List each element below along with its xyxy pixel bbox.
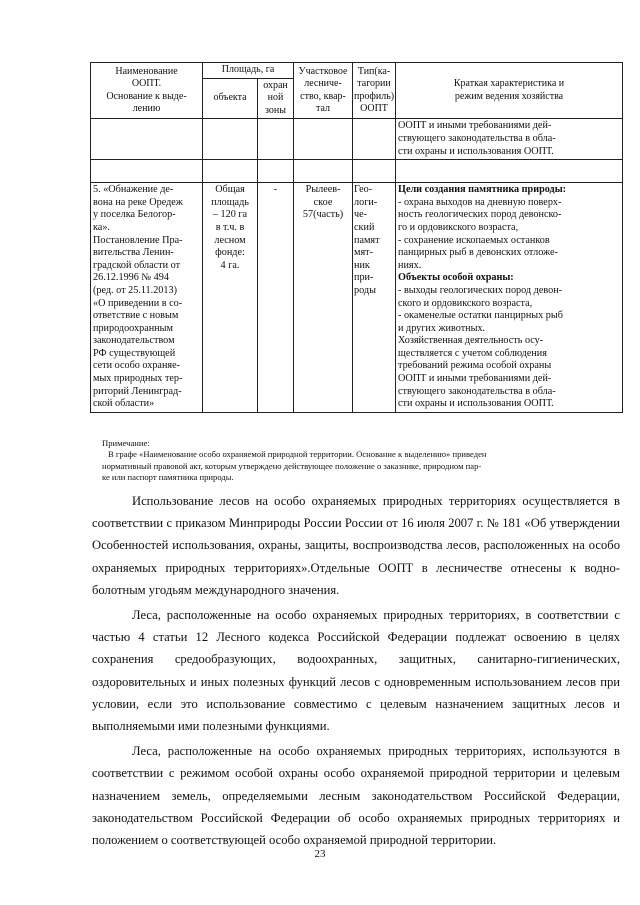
row5-area-zone: -: [258, 183, 294, 413]
objects-title: Объекты особой охраны:: [398, 272, 514, 284]
continued-characteristic: ООПТ и иными требованиями дей- ствующего законодательства в обла- сти охраны и использования ООПТ.: [396, 119, 623, 160]
header-name: Наименование ООПТ. Основание к выде- лению: [91, 63, 203, 119]
cell-empty: [258, 119, 294, 160]
header-forestry: Участковое лесниче- ство, квар- тал: [294, 63, 353, 119]
row5-type: Гео- логи- че- ский памят мят- ник при- роды: [353, 183, 396, 413]
oopt-table: [90, 62, 623, 413]
goals-title: Цели создания памятника природы:: [398, 184, 567, 196]
row5-area-object: Общая площадь – 120 га в т.ч. в лесном фонде: 4 га.: [203, 183, 258, 413]
header-area-object: объекта: [203, 78, 258, 119]
table-spacer-row: [91, 160, 623, 183]
row5-name: 5. «Обнажение де- вона на реке Оредеж у поселка Белогор- ка». Постановление Пра- вительства Ленин- градской области от 26.12.1996 № 494 (ред. от 25.11.2013) «О приведении в со- ответствие с новым природоохранным законодательством РФ существующей сети особо охраняе- мых природных тер- риторий Ленинград- ской области»: [91, 183, 203, 413]
header-area-zone: охран ной зоны: [258, 78, 294, 119]
table-header-row-1: [91, 63, 623, 79]
table-continued-row: [91, 119, 623, 160]
cell-empty: [353, 119, 396, 160]
paragraph-3: Леса, расположенные на особо охраняемых природных территориях, используются в соответствии с режимом особой охраны особо охраняемой природной территории и целевым назначением земель, определяемыми лесным законодательством Российской Федерации, законодательством Российской Федерации об особо охраняемых природных территориях и положением о соответствующей особо охраняемой природной территории.: [92, 744, 620, 848]
table-note: Примечание: В графе «Наименование особо охраняемой природной территории. Основание к выделению» приведен нормативный правовой акт, которым утверждено действующее положение о заказнике, природном пар- ке или паспорт памятника природы.: [102, 438, 622, 484]
body-text: [92, 490, 620, 851]
table-row-5: [91, 183, 623, 413]
header-type: Тип(ка- тагории профиль) ООПТ: [353, 63, 396, 119]
cell-empty: [91, 119, 203, 160]
page-number: 23: [314, 848, 326, 860]
row5-forestry: Рылеев- ское 57(часть): [294, 183, 353, 413]
note-title: Примечание:: [102, 438, 150, 448]
header-area-group: Площадь, га: [203, 63, 294, 79]
paragraph-2: Леса, расположенные на особо охраняемых природных территориях, в соответствии с частью 4 статьи 12 Лесного кодекса Российской Федерации подлежат освоению в целях сохранения средообразующих, водоохранных, защитных, санитарно-гигиенических, оздоровительных и иных полезных функций лесов с одновременным использованием лесов при условии, если это использование совместимо с целевым назначением защитных лесов и выполняемыми ими полезными функциями.: [92, 608, 620, 734]
paragraph-1: Использование лесов на особо охраняемых природных территориях осуществляется в соответствии с приказом Минприроды России России от 16 июля 2007 г. № 181 «Об утверждении Особенностей использования, охраны, защиты, воспроизводства лесов, расположенных на особо охраняемых природных территориях».Отдельные ООПТ в лесничестве отнесены к водно-болотным угодьям международного значения.: [92, 494, 620, 597]
row5-characteristic: Цели создания памятника природы: - охрана выходов на дневную поверх- ность геологических пород девонско- го и ордовикского возраста, - сохранение ископаемых останков панцирных рыб в девонских отложе- ниях. Объекты особой охраны: - выходы геологических пород девон- ского и ордовикского возраста, - окаменелые остатки панцирных рыб и других животных. Хозяйственная деятельность осу- ществляется с учетом соблюдения требований режима особой охраны ООПТ и иными требованиями дей- ствующего законодательства в обла- сти охраны и использования ООПТ.: [396, 183, 623, 413]
header-characteristic: Краткая характеристика и режим ведения хозяйства: [396, 63, 623, 119]
cell-empty: [294, 119, 353, 160]
cell-empty: [203, 119, 258, 160]
